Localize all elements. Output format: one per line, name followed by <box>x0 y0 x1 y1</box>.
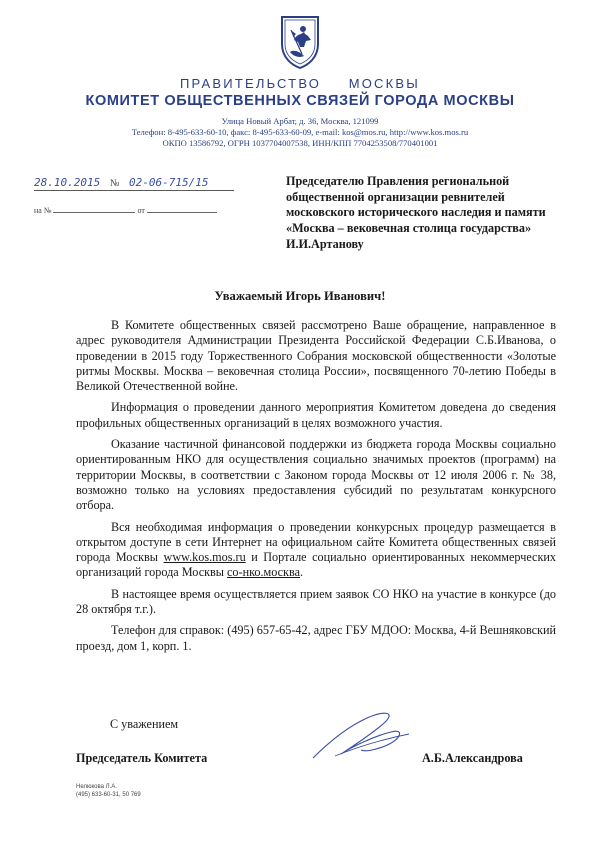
nko-portal-link[interactable]: со-нко.москва <box>227 565 300 580</box>
registration-stamp <box>34 176 234 191</box>
paragraph-4: Вся необходимая информация о проведении конкурсных процедур размещается в открытом доступе в сети Интернет на официальном сайте Комитета общественных связей города Москвы www.kos.mos.ru и Портале социально ориентированных некоммерческих организаций города Москвы со-нко.москва. <box>76 519 556 580</box>
reference-from-label: от <box>137 206 145 215</box>
signer-name: А.Б.Александрова <box>422 751 523 765</box>
registration-number-prefix: № <box>109 178 120 189</box>
letter-body <box>76 318 556 660</box>
reference-number-blank <box>53 204 135 213</box>
greeting: Уважаемый Игорь Иванович! <box>214 289 386 303</box>
address-line-2: Телефон: 8-495-633-60-10, факс: 8-495-633-60-09, e-mail: kos@mos.ru, http://www.kos.mos.ru <box>131 127 469 137</box>
recipient-block: Председателю Правления региональной общественной организации ревнителей московского исторического наследия и памяти «Москва – вековечная столица государства» И.И.Артанову <box>286 174 546 251</box>
closing: С уважением <box>110 717 179 731</box>
government-title: ПРАВИТЕЛЬСТВО МОСКВЫ <box>180 76 420 91</box>
address-line-1: Улица Новый Арбат, д. 36, Москва, 121099 <box>221 116 379 126</box>
paragraph-2: Информация о проведении данного мероприятия Комитетом доведена до сведения профильных общественных организаций в целях возможного участия. <box>76 400 556 430</box>
executor-info <box>76 783 141 799</box>
registration-number: 02-06-715/15 <box>129 176 209 189</box>
reference-line <box>34 204 217 215</box>
registration-date: 28.10.2015 <box>34 176 101 189</box>
handwritten-signature <box>305 706 425 766</box>
address-line-3: ОКПО 13586792, ОГРН 1037704007538, ИНН/КПП 7704253508/770401001 <box>162 138 438 148</box>
reference-date-blank <box>147 204 217 213</box>
paragraph-6: Телефон для справок: (495) 657-65-42, адрес ГБУ МДОО: Москва, 4-й Вешняковский проезд, дом 1, корп. 1. <box>76 623 556 653</box>
kos-website-link[interactable]: www.kos.mos.ru <box>163 550 246 565</box>
executor-name: Нелюкова Л.А. <box>76 784 117 790</box>
paragraph-5: В настоящее время осуществляется прием заявок СО НКО на участие в конкурсе (до 28 октября т.г.). <box>76 586 556 617</box>
reference-label: на № <box>34 206 52 215</box>
committee-title: КОМИТЕТ ОБЩЕСТВЕННЫХ СВЯЗЕЙ ГОРОДА МОСКВЫ <box>85 93 515 109</box>
paragraph-3: Оказание частичной финансовой поддержки из бюджета города Москвы социально ориентированным НКО для осуществления социально значимых проектов (программ) на территории Москвы, в соответствии с Законом города Москвы от 12 июля 2006 г. № 38, возможно только на условиях предоставления субсидий по результатам конкурсного отбора. <box>76 437 556 513</box>
executor-phone: (495) 633-60-31, 50 769 <box>76 792 141 798</box>
signer-title: Председатель Комитета <box>76 751 208 765</box>
paragraph-1: В Комитете общественных связей рассмотрено Ваше обращение, направленное в адрес руководителя Администрации Президента Российской Федерации С.Б.Иванова, о проведении в 2015 году Торжественного Собрания московской общественности «Золотые ритмы Москвы. Москва – вековечная столица России», посвященного 70-летию Победы в Великой Отечественной войне. <box>76 318 556 394</box>
moscow-coat-of-arms-icon <box>278 14 322 70</box>
